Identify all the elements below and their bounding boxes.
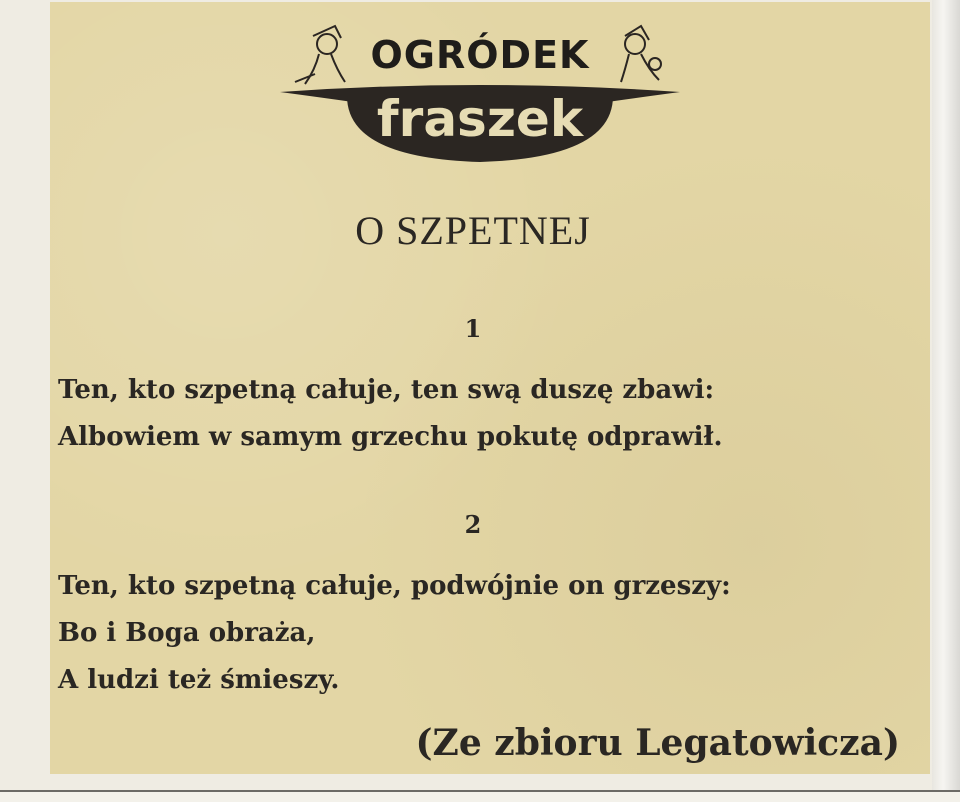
verse-line: Albowiem w samym grzechu pokutę odprawił.: [58, 422, 723, 452]
source-attribution: (Ze zbioru Legatowicza): [415, 722, 900, 764]
bottom-divider: [0, 790, 960, 802]
logo-top-text: OGRÓDEK: [370, 33, 590, 77]
stanza-number: 1: [464, 314, 482, 343]
verse-line: Bo i Boga obraża,: [58, 618, 316, 648]
ogrodek-fraszek-logo: [275, 18, 685, 168]
page-edge-strip: [932, 0, 960, 800]
verse-line: Ten, kto szpetną całuje, podwójnie on grzeszy:: [58, 571, 731, 601]
right-figure-icon: [621, 26, 661, 82]
logo-bottom-text: fraszek: [376, 90, 584, 148]
stanza: [58, 563, 918, 704]
logo-graphic: [275, 18, 685, 168]
stanza-number: 2: [464, 510, 482, 539]
left-figure-icon: [295, 26, 345, 84]
poem-title: O SZPETNEJ: [355, 208, 591, 253]
verse-line: Ten, kto szpetną całuje, ten swą duszę zbawi:: [58, 375, 715, 405]
stanza: [58, 367, 918, 461]
verse-line: A ludzi też śmieszy.: [58, 665, 340, 695]
